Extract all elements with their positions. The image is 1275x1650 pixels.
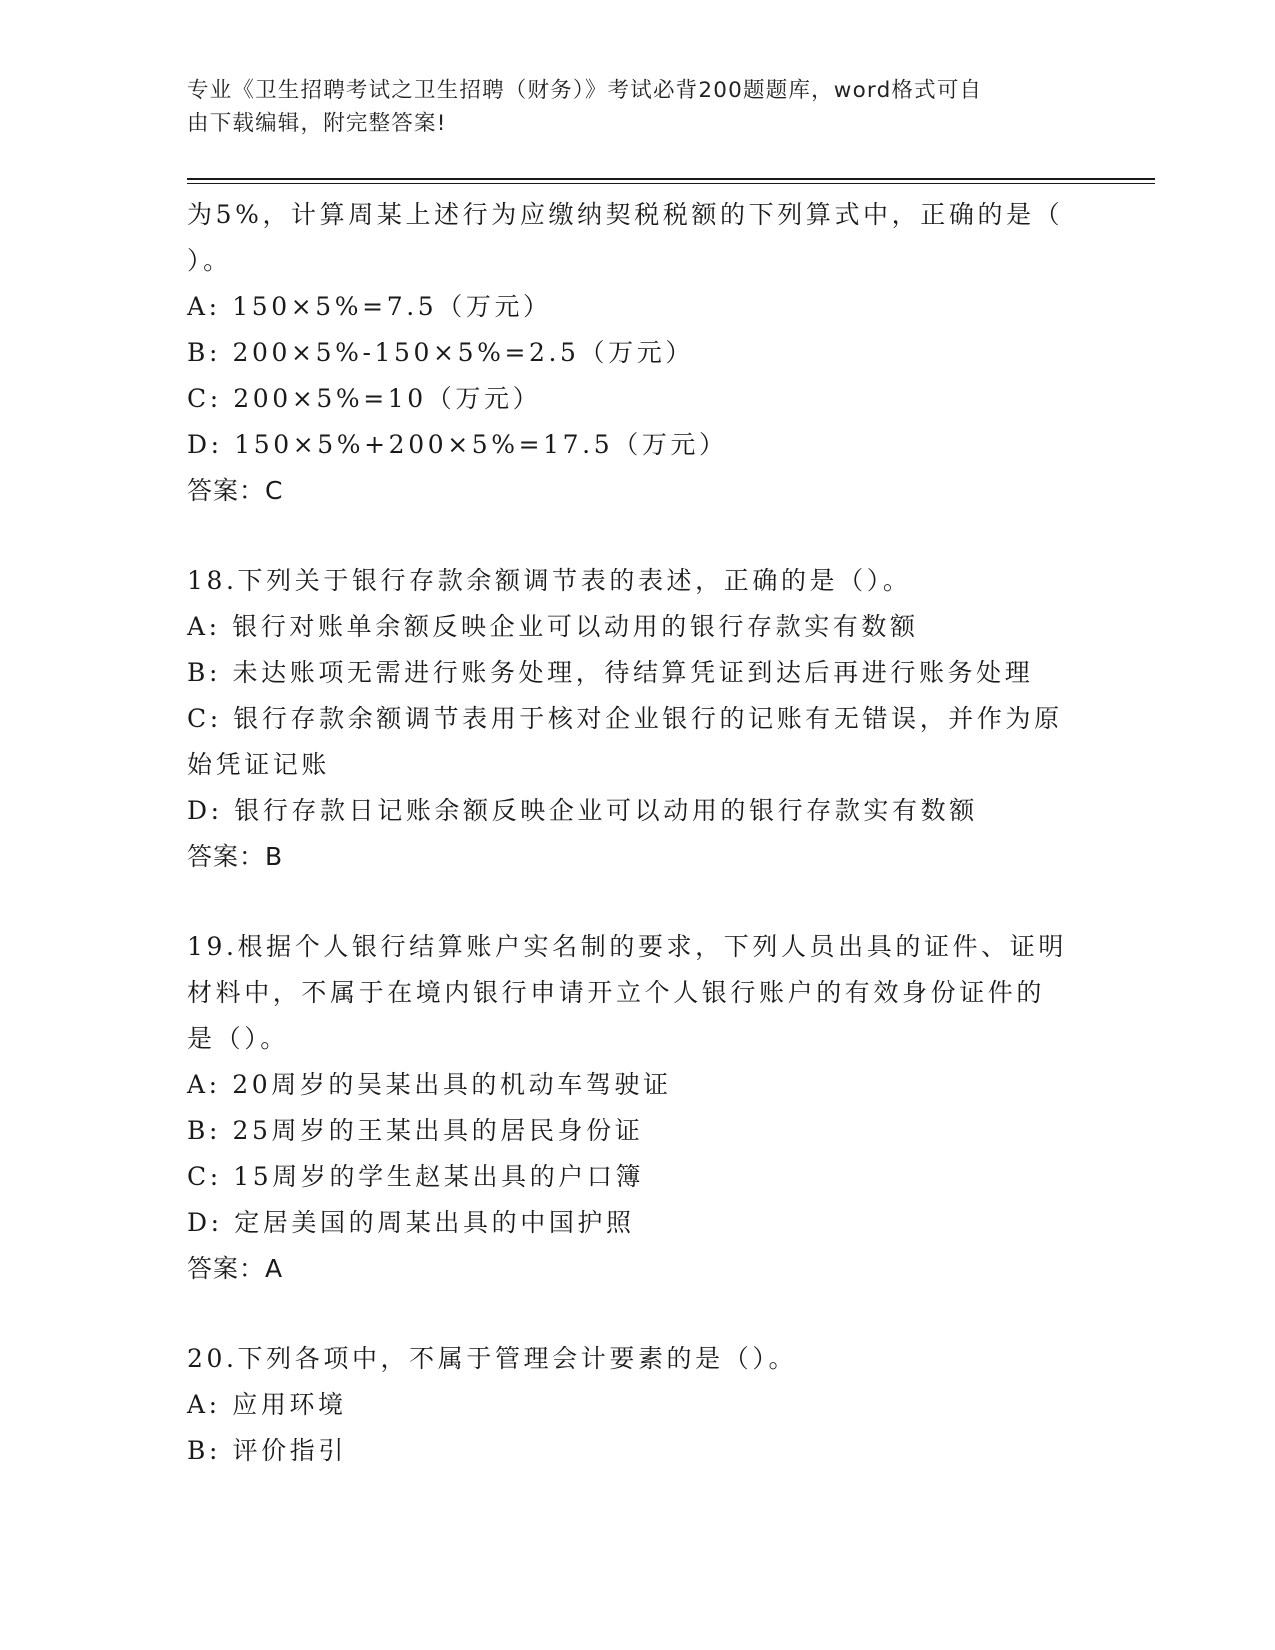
document-header	[187, 74, 1067, 140]
option-b: B: 未达账项无需进行账务处理，待结算凭证到达后再进行账务处理	[187, 658, 1034, 687]
option-d: D: 银行存款日记账余额反映企业可以动用的银行存款实有数额	[187, 796, 978, 825]
option-c: C: 银行存款余额调节表用于核对企业银行的记账有无错误，并作为原	[187, 704, 1063, 733]
header-line-1: 专业《卫生招聘考试之卫生招聘（财务）》考试必背200题题库，word格式可自	[187, 78, 983, 103]
answer-line: 答案：A	[187, 1254, 284, 1283]
option-a: A: 银行对账单余额反映企业可以动用的银行存款实有数额	[187, 612, 919, 641]
option-a: A: 20周岁的吴某出具的机动车驾驶证	[187, 1070, 672, 1099]
option-b: B: 评价指引	[187, 1436, 347, 1465]
question-stem: ）。	[187, 246, 232, 275]
option-c: C: 200×5%=10（万元）	[187, 384, 542, 413]
option-a: A: 应用环境	[187, 1390, 347, 1419]
question-stem: 为5%，计算周某上述行为应缴纳契税税额的下列算式中，正确的是（	[187, 200, 1064, 229]
question-stem: 材料中，不属于在境内银行申请开立个人银行账户的有效身份证件的	[187, 978, 1046, 1007]
question-18	[187, 558, 1087, 880]
question-stem: 20.下列各项中，不属于管理会计要素的是（）。	[187, 1344, 798, 1373]
option-c-continued: 始凭证记账	[187, 750, 331, 779]
answer-line: 答案：B	[187, 842, 284, 871]
spacer	[187, 880, 1087, 924]
question-stem: 18.下列关于银行存款余额调节表的表述，正确的是（）。	[187, 566, 912, 595]
option-c: C: 15周岁的学生赵某出具的户口簿	[187, 1162, 645, 1191]
header-divider-thin	[187, 183, 1155, 184]
question-19	[187, 924, 1087, 1292]
question-20	[187, 1336, 1087, 1474]
question-17	[187, 192, 1087, 514]
option-b: B: 25周岁的王某出具的居民身份证	[187, 1116, 644, 1145]
header-line-2: 由下载编辑，附完整答案!	[187, 111, 447, 136]
option-a: A: 150×5%=7.5（万元）	[187, 292, 552, 321]
spacer	[187, 1292, 1087, 1336]
spacer	[187, 514, 1087, 558]
answer-line: 答案：C	[187, 476, 284, 505]
question-content	[187, 192, 1087, 1474]
option-b: B: 200×5%-150×5%=2.5（万元）	[187, 338, 694, 367]
option-d: D: 150×5%+200×5%=17.5（万元）	[187, 430, 728, 459]
question-stem: 是（）。	[187, 1024, 289, 1053]
question-stem: 19.根据个人银行结算账户实名制的要求，下列人员出具的证件、证明	[187, 932, 1067, 961]
option-d: D: 定居美国的周某出具的中国护照	[187, 1208, 635, 1237]
header-divider-thick	[187, 178, 1155, 180]
